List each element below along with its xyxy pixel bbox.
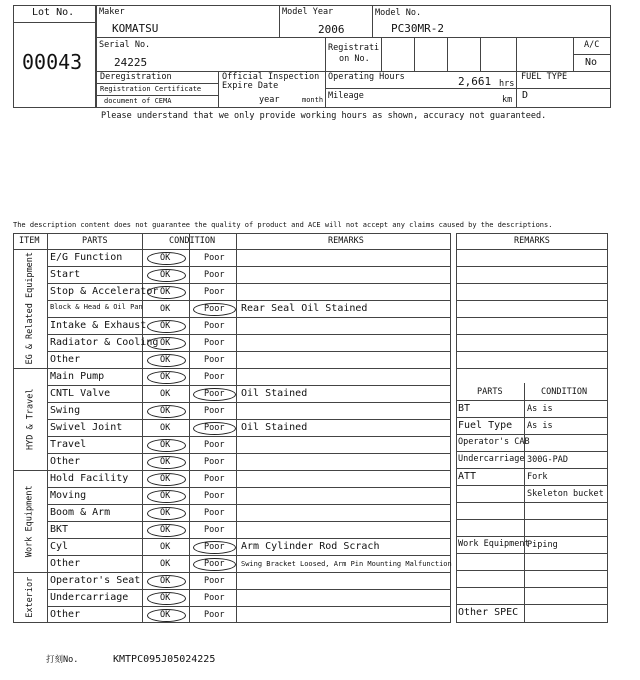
- row-divider: [47, 249, 451, 250]
- poor-selected-circle: [193, 303, 236, 316]
- poor-selected-circle: [193, 558, 236, 571]
- table-row-remark: Oil Stained: [241, 422, 308, 433]
- disclaimer: The description content does not guarantee the quality of product and ACE will not accept any claims caused by the descriptions.: [13, 221, 553, 229]
- table-row-remark: Rear Seal Oil Stained: [241, 303, 368, 314]
- table-row-remark: Swing Bracket Loosed, Arm Pin Mounting Malfunction: [241, 560, 452, 568]
- ok-option: OK: [160, 287, 171, 297]
- poor-option: Poor: [204, 576, 225, 586]
- lot-label: Lot No.: [32, 7, 75, 18]
- poor-option: Poor: [204, 508, 225, 518]
- ok-option: OK: [160, 338, 171, 348]
- right-row-divider: [456, 417, 608, 418]
- ok-selected-circle: [147, 405, 186, 418]
- registration-certificate-label: Registration Certificate: [100, 85, 202, 93]
- poor-selected-circle: [193, 388, 236, 401]
- ok-selected-circle: [147, 575, 186, 588]
- ok-option: OK: [160, 253, 171, 263]
- right-row-part: Fuel Type: [458, 420, 513, 431]
- operating-hours-value: 2,661: [458, 75, 492, 88]
- table-row-part: Other: [50, 609, 81, 620]
- ok-selected-circle: [147, 490, 186, 503]
- right-row-divider: [456, 485, 608, 486]
- row-divider: [47, 317, 451, 318]
- fuel-type-label: FUEL TYPE: [521, 72, 568, 82]
- poor-option: Poor: [204, 355, 225, 365]
- year-label: year: [259, 95, 280, 105]
- ok-option: OK: [160, 474, 171, 484]
- ok-selected-circle: [147, 337, 186, 350]
- poor-option: Poor: [204, 525, 225, 535]
- maker-value: KOMATSU: [112, 22, 159, 35]
- poor-option: Poor: [204, 474, 225, 484]
- row-divider: [47, 606, 451, 607]
- row-divider: [47, 300, 451, 301]
- category-label: HYD & Travel: [24, 388, 35, 450]
- km-unit: km: [502, 95, 513, 105]
- row-divider: [47, 351, 451, 352]
- row-divider: [47, 572, 451, 573]
- table-row-part: Stop & Accelerator: [50, 286, 159, 297]
- table-row-remark: Oil Stained: [241, 388, 308, 399]
- ok-option: OK: [160, 423, 171, 433]
- poor-option: Poor: [204, 270, 225, 280]
- row-divider: [47, 283, 451, 284]
- ac-label: A/C: [584, 40, 600, 50]
- table-row-part: Radiator & Cooling: [50, 337, 159, 348]
- ok-option: OK: [160, 440, 171, 450]
- ac-value: No: [585, 57, 598, 68]
- right-column-remarks: REMARKS: [514, 236, 550, 246]
- model-no-label: Model No.: [375, 8, 422, 18]
- right-column-parts: PARTS: [477, 387, 503, 397]
- poor-option: Poor: [204, 610, 225, 620]
- ok-selected-circle: [147, 354, 186, 367]
- row-divider: [47, 538, 451, 539]
- ok-selected-circle: [147, 507, 186, 520]
- row-divider: [47, 555, 451, 556]
- column-item: ITEM: [19, 236, 40, 246]
- row-divider: [47, 453, 451, 454]
- poor-option: Poor: [204, 304, 225, 314]
- table-row-part: Other: [50, 558, 81, 569]
- right-row-divider: [456, 502, 608, 503]
- ok-selected-circle: [147, 269, 186, 282]
- ok-selected-circle: [147, 524, 186, 537]
- poor-option: Poor: [204, 321, 225, 331]
- right-row-divider: [456, 570, 608, 571]
- remarks-line: [456, 334, 608, 335]
- ok-option: OK: [160, 559, 171, 569]
- row-divider: [47, 385, 451, 386]
- model-year-label: Model Year: [282, 7, 334, 17]
- right-row-part: Undercarriage: [458, 454, 525, 464]
- deregistration-label: Deregistration: [100, 72, 172, 82]
- table-row-part: Travel: [50, 439, 87, 450]
- engraving-label: 打刻No.: [46, 655, 79, 665]
- remarks-line: [456, 266, 608, 267]
- table-row-remark: Arm Cylinder Rod Scrach: [241, 541, 380, 552]
- row-divider: [47, 521, 451, 522]
- row-divider: [47, 402, 451, 403]
- category-label: Work Equipment: [24, 484, 35, 557]
- poor-option: Poor: [204, 372, 225, 382]
- row-divider: [47, 504, 451, 505]
- remarks-line: [456, 317, 608, 318]
- header-divider: [13, 249, 47, 250]
- ok-option: OK: [160, 576, 171, 586]
- right-row-divider: [456, 536, 608, 537]
- maker-label: Maker: [99, 7, 125, 17]
- category-divider: [13, 470, 47, 471]
- row-divider: [47, 589, 451, 590]
- poor-option: Poor: [204, 406, 225, 416]
- row-divider: [47, 334, 451, 335]
- right-row-divider: [456, 604, 608, 605]
- right-row-condition: Fork: [527, 472, 548, 482]
- ok-selected-circle: [147, 320, 186, 333]
- poor-option: Poor: [204, 542, 225, 552]
- table-row-part: Cyl: [50, 541, 69, 552]
- table-row-part: Swing: [50, 405, 81, 416]
- table-row-part: Undercarriage: [50, 592, 129, 603]
- right-row-divider: [456, 400, 608, 401]
- right-row-part: BT: [458, 403, 471, 414]
- right-row-part: Work Equipment: [458, 539, 530, 549]
- poor-selected-circle: [193, 422, 236, 435]
- ok-selected-circle: [147, 473, 186, 486]
- table-row-part: Swivel Joint: [50, 422, 123, 433]
- registration-no-label: Registrati: [328, 43, 380, 53]
- official-inspection-label: Official Inspection: [222, 72, 320, 82]
- ok-option: OK: [160, 355, 171, 365]
- engraving-number: KMTPC095J05024225: [113, 654, 216, 665]
- right-row-divider: [456, 587, 608, 588]
- right-row-condition: As is: [527, 404, 553, 414]
- remarks-line: [456, 283, 608, 284]
- lot-number: 00043: [22, 50, 83, 74]
- category-label: Exterior: [24, 576, 35, 618]
- column-parts: PARTS: [82, 236, 108, 246]
- right-row-part: ATT: [458, 471, 477, 482]
- right-row-divider: [456, 468, 608, 469]
- model-no-value: PC30MR-2: [391, 22, 444, 35]
- row-divider: [47, 436, 451, 437]
- month-label: month: [302, 96, 324, 104]
- table-row-part: Start: [50, 269, 81, 280]
- registration-no-label-2: on No.: [339, 54, 370, 64]
- right-row-condition: Skeleton bucket: [527, 489, 604, 499]
- ok-option: OK: [160, 610, 171, 620]
- row-divider: [47, 470, 451, 471]
- ok-option: OK: [160, 508, 171, 518]
- remarks-line: [456, 351, 608, 352]
- serial-label: Serial No.: [99, 40, 151, 50]
- right-row-condition: 300G-PAD: [527, 455, 568, 465]
- remarks-line: [456, 368, 608, 369]
- fuel-type-value: D: [522, 90, 529, 101]
- ok-option: OK: [160, 389, 171, 399]
- hrs-unit: hrs: [499, 79, 515, 89]
- expire-date-label: Expire Date: [222, 81, 279, 91]
- remarks-line: [456, 300, 608, 301]
- category-divider: [13, 572, 47, 573]
- ok-selected-circle: [147, 609, 186, 622]
- table-row-part: E/G Function: [50, 252, 123, 263]
- table-row-part: Moving: [50, 490, 87, 501]
- ok-option: OK: [160, 270, 171, 280]
- operating-hours-notice: Please understand that we only provide working hours as shown, accuracy not guaranteed.: [101, 111, 547, 121]
- column-remarks: REMARKS: [328, 236, 364, 246]
- row-divider: [47, 368, 451, 369]
- row-divider: [47, 419, 451, 420]
- right-row-divider: [456, 434, 608, 435]
- table-row-part: BKT: [50, 524, 69, 535]
- ok-option: OK: [160, 491, 171, 501]
- ok-selected-circle: [147, 592, 186, 605]
- right-row-part: Operator's CAB: [458, 437, 530, 447]
- ok-selected-circle: [147, 286, 186, 299]
- category-label: EG & Related Equipment: [24, 251, 35, 365]
- right-row-divider: [456, 519, 608, 520]
- column-condition: CONDITION: [169, 236, 216, 246]
- ok-selected-circle: [147, 439, 186, 452]
- ok-option: OK: [160, 593, 171, 603]
- table-row-part: Other: [50, 456, 81, 467]
- poor-option: Poor: [204, 338, 225, 348]
- table-row-part: Other: [50, 354, 81, 365]
- poor-option: Poor: [204, 559, 225, 569]
- row-divider: [47, 487, 451, 488]
- ok-selected-circle: [147, 456, 186, 469]
- table-row-part: Operator's Seat: [50, 575, 141, 586]
- table-row-part: Intake & Exhaust: [50, 320, 147, 331]
- ok-option: OK: [160, 525, 171, 535]
- poor-option: Poor: [204, 491, 225, 501]
- row-divider: [47, 266, 451, 267]
- poor-option: Poor: [204, 457, 225, 467]
- table-row-part: Boom & Arm: [50, 507, 111, 518]
- category-divider: [13, 368, 47, 369]
- table-row-part: CNTL Valve: [50, 388, 111, 399]
- ok-selected-circle: [147, 371, 186, 384]
- right-column-condition: CONDITION: [541, 387, 588, 397]
- ok-option: OK: [160, 457, 171, 467]
- poor-option: Poor: [204, 440, 225, 450]
- table-row-part: Block & Head & Oil Pan: [50, 303, 143, 311]
- poor-option: Poor: [204, 287, 225, 297]
- poor-selected-circle: [193, 541, 236, 554]
- ok-option: OK: [160, 372, 171, 382]
- model-year-value: 2006: [318, 23, 345, 36]
- poor-option: Poor: [204, 253, 225, 263]
- right-row-divider: [456, 451, 608, 452]
- ok-option: OK: [160, 304, 171, 314]
- right-row-condition: Piping: [527, 540, 558, 550]
- poor-option: Poor: [204, 389, 225, 399]
- table-row-part: Main Pump: [50, 371, 105, 382]
- right-row-condition: As is: [527, 421, 553, 431]
- operating-hours-label: Operating Hours: [328, 72, 405, 82]
- right-row-part: Other SPEC: [458, 607, 519, 618]
- remarks-line: [456, 249, 608, 250]
- poor-option: Poor: [204, 423, 225, 433]
- right-row-divider: [456, 553, 608, 554]
- serial-value: 24225: [114, 56, 148, 69]
- ok-option: OK: [160, 321, 171, 331]
- poor-option: Poor: [204, 593, 225, 603]
- mileage-label: Mileage: [328, 91, 364, 101]
- table-row-part: Hold Facility: [50, 473, 129, 484]
- ok-option: OK: [160, 542, 171, 552]
- ok-selected-circle: [147, 252, 186, 265]
- ok-option: OK: [160, 406, 171, 416]
- document-cema-label: document of CEMA: [104, 97, 172, 105]
